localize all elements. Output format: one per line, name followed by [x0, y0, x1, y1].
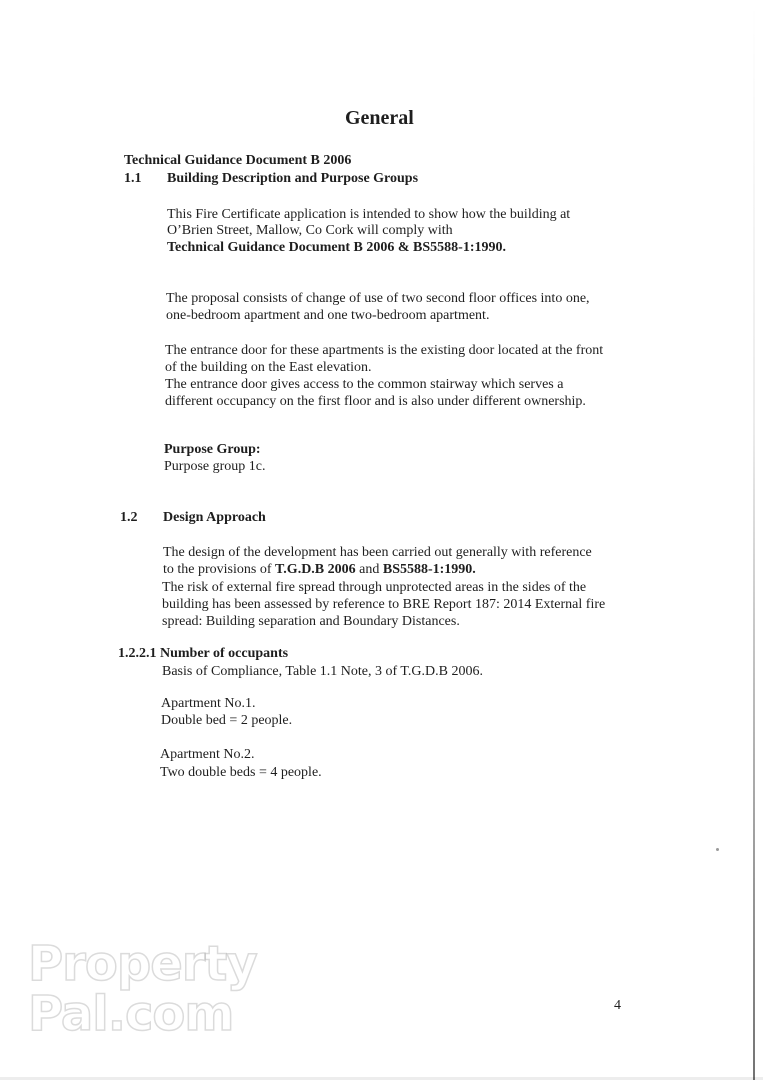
- section-1-1-number: 1.1: [124, 171, 142, 186]
- paragraph-line: The entrance door for these apartments is the existing door located at the front: [165, 343, 604, 358]
- paragraph-line: O’Brien Street, Mallow, Co Cork will comply with: [167, 223, 453, 238]
- paragraph-line: The risk of external fire spread through unprotected areas in the sides of the: [162, 580, 587, 595]
- text-run: and: [355, 562, 383, 577]
- text-run: to the provisions of: [163, 562, 275, 577]
- paragraph-line-mixed: [163, 561, 476, 578]
- scan-edge-right: [753, 0, 755, 1080]
- apartment-2-occupancy: Two double beds = 4 people.: [160, 765, 322, 780]
- paragraph-line: different occupancy on the first floor and is also under different ownership.: [165, 394, 586, 409]
- paragraph-line: The design of the development has been carried out generally with reference: [163, 545, 592, 560]
- scan-speck: [716, 848, 719, 851]
- purpose-group-label: Purpose Group:: [164, 442, 261, 457]
- section-1-1-heading: Building Description and Purpose Groups: [167, 171, 419, 186]
- paragraph-line: The entrance door gives access to the common stairway which serves a: [165, 377, 564, 392]
- page-title: General: [345, 107, 414, 129]
- apartment-2-label: Apartment No.2.: [160, 747, 255, 762]
- section-1-2-2-1-heading: 1.2.2.1 Number of occupants: [118, 646, 289, 661]
- paragraph-line: building has been assessed by reference to BRE Report 187: 2014 External fire: [162, 597, 606, 612]
- paragraph-line: spread: Building separation and Boundary Distances.: [162, 614, 460, 629]
- text-run-bold: BS5588-1:1990.: [382, 562, 476, 577]
- paragraph-line: one-bedroom apartment and one two-bedroom apartment.: [166, 308, 490, 323]
- basis-of-compliance: Basis of Compliance, Table 1.1 Note, 3 of T.G.D.B 2006.: [162, 664, 483, 679]
- propertypal-watermark: [28, 938, 258, 1058]
- paragraph-line: The proposal consists of change of use of two second floor offices into one,: [166, 291, 590, 306]
- page-number: 4: [614, 998, 621, 1013]
- section-1-2-number: 1.2: [120, 510, 138, 525]
- paragraph-line: of the building on the East elevation.: [165, 360, 372, 375]
- apartment-1-label: Apartment No.1.: [161, 696, 256, 711]
- apartment-1-occupancy: Double bed = 2 people.: [161, 713, 293, 728]
- watermark-line: Pal.com: [28, 986, 234, 1042]
- document-heading: Technical Guidance Document B 2006: [124, 153, 352, 168]
- text-run-bold: T.G.D.B 2006: [275, 562, 356, 577]
- watermark-line: Property: [28, 936, 257, 992]
- purpose-group-value: Purpose group 1c.: [164, 459, 266, 474]
- paragraph-line: This Fire Certificate application is intended to show how the building at: [167, 207, 571, 222]
- paragraph-line-bold: Technical Guidance Document B 2006 & BS5588-1:1990.: [167, 240, 506, 255]
- section-1-2-heading: Design Approach: [163, 510, 266, 525]
